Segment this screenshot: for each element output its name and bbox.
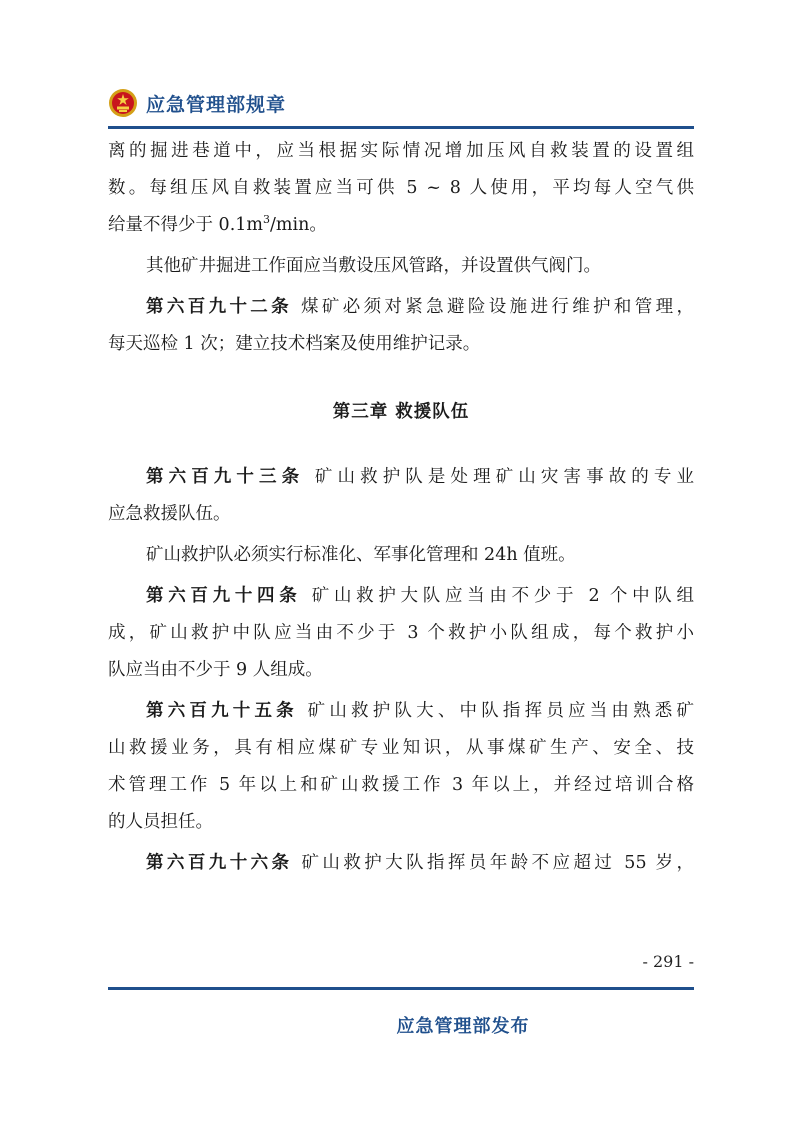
text-line: 数。每组压风自救装置应当可供 5 ~ 8 人使用，平均每人空气供 <box>108 178 694 198</box>
national-emblem-icon <box>108 88 138 118</box>
text-line <box>146 459 694 496</box>
article-696 <box>108 845 694 882</box>
text-line <box>108 207 694 244</box>
text-line <box>146 693 694 730</box>
page-number: - 291 - <box>642 952 694 971</box>
chapter-title: 第三章 救援队伍 <box>332 402 470 422</box>
text-segment: /min。 <box>270 215 327 235</box>
text-segment: 矿山救护大队指挥员年龄不应超过 55 岁， <box>301 853 694 873</box>
paragraph-air-pipeline <box>108 248 694 285</box>
header-title: 应急管理部规章 <box>146 93 287 116</box>
footer-publisher: 应急管理部发布 <box>396 1016 530 1037</box>
article-692 <box>108 289 694 363</box>
article-693 <box>108 459 694 533</box>
text-segment: 矿山救护大队应当由不少于 2 个中队组 <box>311 586 694 606</box>
superscript: 3 <box>263 213 270 227</box>
text-line: 术管理工作 5 年以上和矿山救援工作 3 年以上，并经过培训合格 <box>108 775 694 795</box>
text-line: 山救援业务，具有相应煤矿专业知识，从事煤矿生产、安全、技 <box>108 738 694 758</box>
article-label: 第六百九十二条 <box>146 297 293 317</box>
article-label: 第六百九十五条 <box>146 701 298 721</box>
text-line: 每天巡检 1 次；建立技术档案及使用维护记录。 <box>108 334 481 354</box>
text-line: 队应当由不少于 9 人组成。 <box>108 660 323 680</box>
article-label: 第六百九十六条 <box>146 853 293 873</box>
text-line: 成，矿山救护中队应当由不少于 3 个救护小队组成，每个救护小 <box>108 623 694 643</box>
article-label: 第六百九十三条 <box>146 467 305 487</box>
text-line <box>146 289 694 326</box>
text-line <box>146 845 694 882</box>
page-header <box>108 86 286 120</box>
article-694 <box>108 578 694 689</box>
article-695 <box>108 693 694 841</box>
document-body <box>108 133 694 882</box>
text-segment: 矿山救护队大、中队指挥员应当由熟悉矿 <box>307 701 694 721</box>
article-label: 第六百九十四条 <box>146 586 302 606</box>
text-segment: 给量不得少于 0.1m <box>108 215 263 235</box>
text-line: 离的掘进巷道中，应当根据实际情况增加压风自救装置的设置组 <box>108 141 694 161</box>
text-segment: 矿山救护队是处理矿山灾害事故的专业 <box>314 467 694 487</box>
paragraph-compressed-air-rescue <box>108 133 694 244</box>
text-segment: 煤矿必须对紧急避险设施进行维护和管理， <box>300 297 694 317</box>
text-line: 应急救援队伍。 <box>108 504 231 524</box>
text-line: 其他矿井掘进工作面应当敷设压风管路，并设置供气阀门。 <box>146 256 601 276</box>
paragraph-standardization <box>108 537 694 574</box>
header-divider <box>108 126 694 129</box>
chapter-heading <box>108 394 694 431</box>
text-line <box>146 578 694 615</box>
text-line: 的人员担任。 <box>108 812 213 832</box>
text-line: 矿山救护队必须实行标准化、军事化管理和 24h 值班。 <box>146 545 576 565</box>
footer-divider <box>108 987 694 990</box>
